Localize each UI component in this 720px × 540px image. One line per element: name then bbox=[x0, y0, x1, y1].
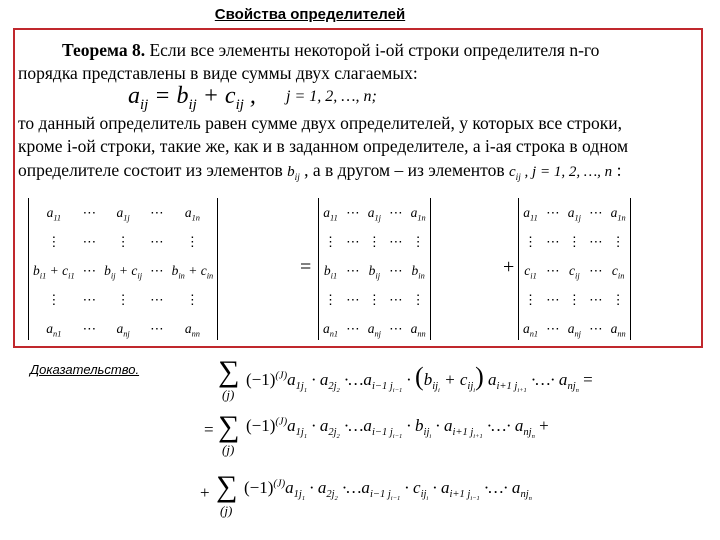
det-cell: ⋯ bbox=[589, 262, 603, 278]
elements-c: $c_{ij}$ , j = 1, 2, …, n bbox=[508, 164, 613, 183]
det-cell: $b_{i1}$ bbox=[323, 262, 338, 281]
equals-sign: = bbox=[300, 256, 312, 278]
det-row bbox=[319, 314, 430, 343]
det-b-table bbox=[319, 198, 430, 343]
det-cell: ⋮ bbox=[116, 291, 130, 307]
det-cell: $a_{1n}$ bbox=[410, 204, 426, 223]
theorem-line-5 bbox=[18, 160, 622, 183]
det-c-table bbox=[519, 198, 630, 343]
elements-b: $b_{ij}$ bbox=[287, 164, 300, 183]
sum-symbol-2: ∑ bbox=[218, 410, 240, 443]
det-cell: $a_{1n}$ bbox=[610, 204, 626, 223]
det-row bbox=[319, 198, 430, 227]
det-cell: $c_{in}$ bbox=[611, 262, 625, 281]
det-cell: ⋯ bbox=[82, 233, 97, 249]
det-cell: $b_{in} + c_{in}$ bbox=[171, 262, 214, 281]
det-cell: $a_{11}$ bbox=[46, 204, 62, 223]
determinant-b bbox=[318, 198, 431, 340]
det-cell: $a_{nn}$ bbox=[610, 320, 626, 339]
theorem-text-5c: : bbox=[616, 160, 622, 180]
det-cell: ⋯ bbox=[150, 291, 164, 307]
theorem-text-1: Если все элементы некоторой i-ой строки определителя n-го bbox=[149, 40, 600, 60]
det-cell: ⋯ bbox=[546, 262, 560, 278]
det-cell: ⋯ bbox=[82, 262, 97, 278]
det-cell: ⋯ bbox=[589, 233, 603, 249]
theorem-label: Теорема 8. bbox=[62, 40, 146, 60]
plus-sign: + bbox=[503, 256, 515, 278]
sum-index-1: (j) bbox=[222, 387, 235, 402]
proof-line-3: $(-1)^{(J)}a_{1j_1} \cdot a_{2j_2}$ $\cdot\dots a_{i-1 j_{i-1}} \cdot c_{ij_i} \cdot a_{i+1 j_{i-1}}$ ·…· $a_{nj_n}$ bbox=[244, 478, 532, 503]
det-cell: ⋯ bbox=[389, 204, 403, 220]
det-cell: ⋯ bbox=[150, 262, 164, 278]
det-cell: ⋯ bbox=[546, 291, 560, 307]
det-row bbox=[29, 198, 217, 227]
det-cell: ⋯ bbox=[346, 291, 360, 307]
det-cell: ⋯ bbox=[389, 233, 403, 249]
det-cell: ⋮ bbox=[567, 291, 582, 307]
theorem-line-1 bbox=[62, 42, 599, 60]
det-row bbox=[319, 256, 430, 285]
det-cell: $b_{in}$ bbox=[411, 262, 425, 281]
proof-plus-3: + bbox=[200, 483, 210, 502]
det-row bbox=[29, 227, 217, 256]
det-row bbox=[519, 227, 630, 256]
theorem-line-4: кроме i-ой строки, такие же, как и в заданном определителе, а i-ая строка в одном bbox=[18, 136, 629, 156]
proof-line-1: $(-1)^{(J)}a_{1j_1} \cdot a_{2j_2}$ $\cdot\dots a_{i-1 j_{i-1}} \cdot (b_{ij_i} + c_{ij_i})$ $a_{i+1 j_{i+1}}$ ·…· $a_{nj_n}$ = bbox=[246, 362, 593, 395]
det-cell: ⋮ bbox=[47, 291, 61, 307]
det-cell: ⋮ bbox=[411, 233, 425, 249]
sum-index-2: (j) bbox=[222, 442, 235, 457]
det-cell: ⋯ bbox=[389, 291, 403, 307]
det-cell: ⋯ bbox=[546, 320, 560, 336]
det-cell: $a_{1j}$ bbox=[116, 204, 130, 223]
determinant-sum bbox=[28, 198, 218, 340]
det-cell: $a_{nn}$ bbox=[410, 320, 426, 339]
det-cell: $a_{nj}$ bbox=[567, 320, 581, 339]
det-cell: ⋯ bbox=[346, 262, 360, 278]
sum-symbol-1: ∑ bbox=[218, 355, 240, 388]
det-row bbox=[319, 227, 430, 256]
det-a-table bbox=[29, 198, 217, 343]
slide-title: Свойства определителей bbox=[214, 6, 406, 23]
determinant-c bbox=[518, 198, 631, 340]
det-cell: ⋮ bbox=[367, 291, 382, 307]
det-cell: ⋯ bbox=[346, 320, 360, 336]
det-cell: $a_{11}$ bbox=[523, 204, 538, 223]
det-row bbox=[29, 256, 217, 285]
det-cell: ⋮ bbox=[116, 233, 130, 249]
theorem-text-5b: , а в другом – из элементов bbox=[304, 160, 505, 180]
det-cell: $c_{ij}$ bbox=[569, 262, 580, 281]
det-cell: ⋯ bbox=[546, 233, 560, 249]
det-cell: ⋯ bbox=[150, 204, 164, 220]
det-cell: ⋯ bbox=[389, 320, 403, 336]
det-cell: ⋮ bbox=[411, 291, 425, 307]
det-cell: $a_{n1}$ bbox=[46, 320, 62, 339]
det-row bbox=[519, 314, 630, 343]
det-cell: ⋯ bbox=[82, 204, 97, 220]
det-cell: $a_{nj}$ bbox=[367, 320, 381, 339]
det-cell: ⋯ bbox=[346, 204, 360, 220]
det-cell: $b_{ij}$ bbox=[368, 262, 381, 281]
det-cell: ⋮ bbox=[185, 291, 200, 307]
det-cell: ⋯ bbox=[82, 320, 97, 336]
det-cell: $a_{1n}$ bbox=[184, 204, 200, 223]
det-cell: ⋯ bbox=[546, 204, 560, 220]
sum-symbol-3: ∑ bbox=[216, 470, 238, 503]
det-cell: ⋮ bbox=[523, 233, 538, 249]
det-cell: ⋮ bbox=[323, 233, 338, 249]
det-cell: ⋯ bbox=[150, 233, 164, 249]
det-row bbox=[519, 256, 630, 285]
det-cell: $b_{ij} + c_{ij}$ bbox=[104, 262, 143, 281]
det-cell: $b_{i1} + c_{i1}$ bbox=[33, 262, 75, 281]
theorem-text-5a: определителе состоит из элементов bbox=[18, 160, 283, 180]
det-cell: ⋯ bbox=[150, 320, 164, 336]
det-cell: $a_{n1}$ bbox=[323, 320, 339, 339]
proof-line-2: $(-1)^{(J)}a_{1j_1} \cdot a_{2j_2}$ $\cdot\dots a_{i-1 j_{i-1}} \cdot b_{ij_i} \cdot a_{i+1 j_{i+1}}$ ·…· $a_{nj_n}$ + bbox=[246, 416, 549, 441]
det-cell: ⋮ bbox=[47, 233, 61, 249]
det-row bbox=[29, 285, 217, 314]
det-cell: ⋮ bbox=[611, 233, 625, 249]
det-cell: ⋮ bbox=[323, 291, 338, 307]
sum-index-3: (j) bbox=[220, 503, 233, 518]
det-row bbox=[319, 285, 430, 314]
det-cell: $a_{n1}$ bbox=[523, 320, 539, 339]
theorem-line-3: то данный определитель равен сумме двух определителей, у которых все строки, bbox=[18, 113, 623, 133]
det-cell: $a_{nj}$ bbox=[116, 320, 130, 339]
proof-label: Доказательство. bbox=[30, 362, 140, 377]
det-cell: ⋯ bbox=[589, 204, 603, 220]
det-cell: $a_{1j}$ bbox=[367, 204, 381, 223]
det-cell: ⋮ bbox=[611, 291, 625, 307]
formula-main: $a_{ij} = b_{ij} + c_{ij}$ , bbox=[128, 83, 256, 113]
det-cell: ⋯ bbox=[589, 291, 603, 307]
det-cell: $a_{11}$ bbox=[323, 204, 338, 223]
det-row bbox=[29, 314, 217, 343]
det-cell: ⋯ bbox=[589, 320, 603, 336]
det-cell: $a_{nn}$ bbox=[184, 320, 200, 339]
det-row bbox=[519, 285, 630, 314]
det-cell: $a_{1j}$ bbox=[567, 204, 581, 223]
det-cell: ⋯ bbox=[389, 262, 403, 278]
formula-index: j = 1, 2, …, n; bbox=[286, 88, 377, 105]
det-cell: ⋮ bbox=[185, 233, 200, 249]
proof-eq-2: = bbox=[204, 420, 214, 439]
det-cell: ⋯ bbox=[82, 291, 97, 307]
det-cell: ⋯ bbox=[346, 233, 360, 249]
theorem-line-2: порядка представлены в виде суммы двух слагаемых: bbox=[18, 63, 418, 83]
det-cell: $c_{i1}$ bbox=[524, 262, 537, 281]
det-cell: ⋮ bbox=[367, 233, 382, 249]
det-cell: ⋮ bbox=[523, 291, 538, 307]
det-cell: ⋮ bbox=[567, 233, 582, 249]
det-row bbox=[519, 198, 630, 227]
